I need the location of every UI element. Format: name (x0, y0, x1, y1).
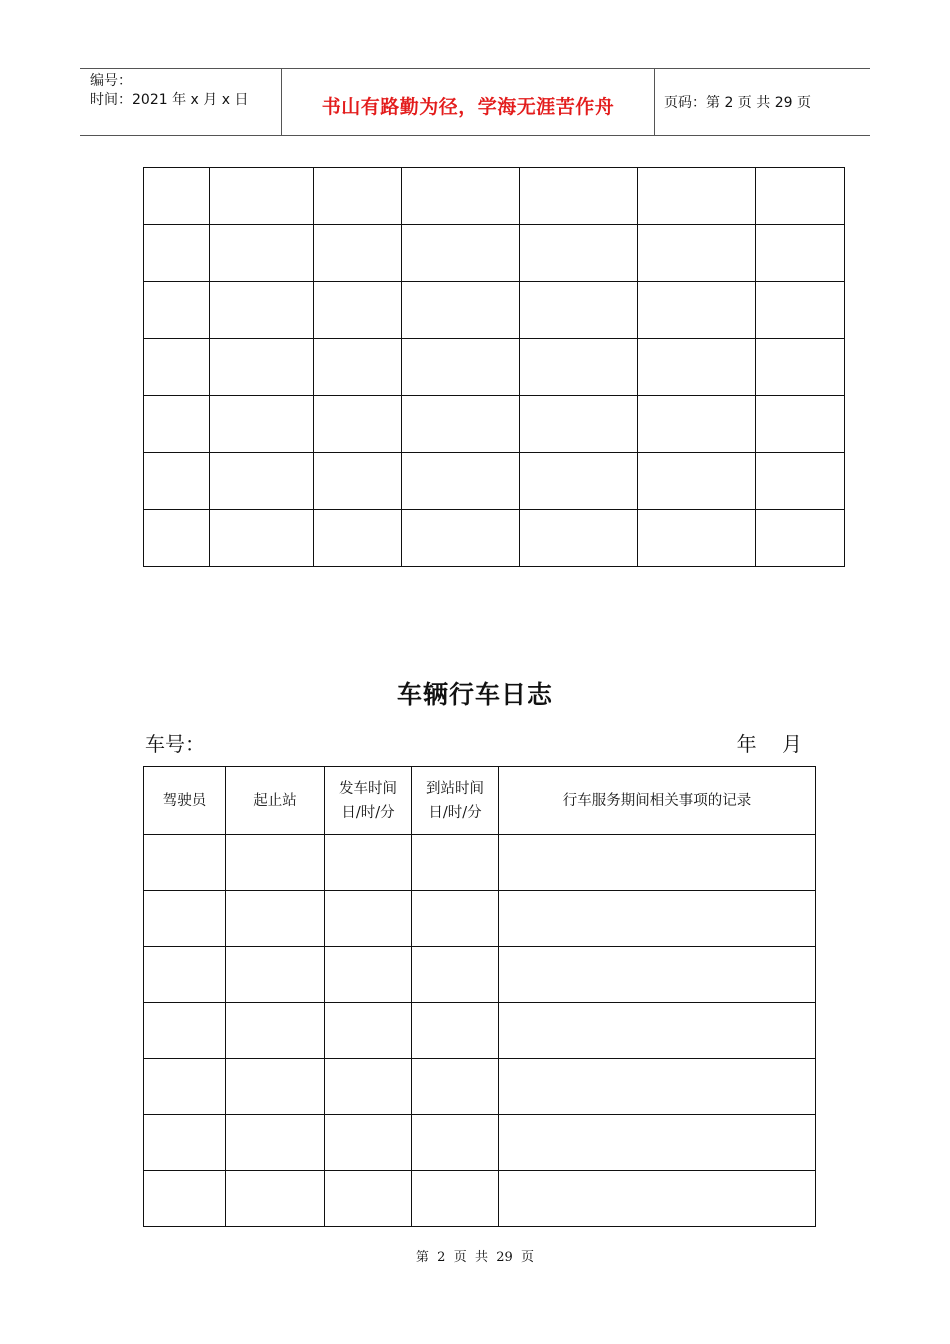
table-cell (314, 282, 402, 339)
header-page-info: 页码：第 2 页 共 29 页 (664, 95, 811, 111)
table-cell (638, 282, 756, 339)
table-cell (314, 168, 402, 225)
table-cell (412, 947, 499, 1003)
table-cell (314, 510, 402, 567)
col-stations: 起止站 (226, 767, 325, 835)
log-header-row (144, 767, 816, 835)
table-cell (756, 168, 845, 225)
table-cell (756, 339, 845, 396)
col-service-notes: 行车服务期间相关事项的记录 (499, 767, 816, 835)
table-cell (226, 1059, 325, 1115)
table-cell (402, 225, 520, 282)
table-cell (144, 510, 210, 567)
table-cell (402, 396, 520, 453)
log-row (144, 835, 816, 891)
table-cell (756, 225, 845, 282)
table-cell (756, 396, 845, 453)
log-row (144, 1171, 816, 1227)
table-cell (325, 835, 412, 891)
table-row (144, 282, 845, 339)
header-number-label: 编号： (90, 73, 132, 89)
table-cell (210, 510, 314, 567)
blank-grid-table (143, 167, 845, 567)
table-cell (144, 835, 226, 891)
col-departure-time: 发车时间 日/时/分 (325, 767, 412, 835)
table-cell (144, 947, 226, 1003)
table-cell (638, 225, 756, 282)
table-cell (325, 1115, 412, 1171)
table-cell (499, 1171, 816, 1227)
table-cell (412, 1171, 499, 1227)
table-cell (210, 282, 314, 339)
table-cell (210, 168, 314, 225)
table-cell (144, 891, 226, 947)
table-cell (520, 396, 638, 453)
table-cell (144, 1171, 226, 1227)
table-row (144, 339, 845, 396)
table-cell (325, 947, 412, 1003)
table-cell (520, 339, 638, 396)
table-cell (325, 1171, 412, 1227)
log-body (144, 835, 816, 1227)
car-number-label: 车号： (145, 732, 205, 756)
table-cell (638, 510, 756, 567)
table-cell (226, 1115, 325, 1171)
table-cell (144, 282, 210, 339)
log-row (144, 891, 816, 947)
table-cell (412, 1115, 499, 1171)
table-cell (144, 453, 210, 510)
table-cell (144, 1059, 226, 1115)
table-cell (412, 1003, 499, 1059)
table-cell (314, 396, 402, 453)
table-cell (210, 339, 314, 396)
table-cell (402, 339, 520, 396)
table-cell (210, 453, 314, 510)
col-driver: 驾驶员 (144, 767, 226, 835)
table-cell (412, 1059, 499, 1115)
table-cell (402, 282, 520, 339)
table-row (144, 510, 845, 567)
year-month-label: 年 月 (736, 732, 802, 756)
col-arrival-time: 到站时间 日/时/分 (412, 767, 499, 835)
table-cell (499, 835, 816, 891)
table-cell (756, 510, 845, 567)
table-cell (520, 453, 638, 510)
table-cell (638, 339, 756, 396)
table-cell (499, 1115, 816, 1171)
table-cell (210, 225, 314, 282)
header-meta (80, 69, 282, 135)
table-cell (499, 1003, 816, 1059)
table-cell (412, 835, 499, 891)
table-cell (144, 225, 210, 282)
table-cell (638, 453, 756, 510)
table-cell (499, 1059, 816, 1115)
log-row (144, 1059, 816, 1115)
table-cell (314, 453, 402, 510)
table-cell (499, 891, 816, 947)
table-cell (638, 396, 756, 453)
page-header (80, 68, 870, 136)
table-cell (144, 339, 210, 396)
table-cell (520, 168, 638, 225)
table-cell (756, 282, 845, 339)
table-row (144, 396, 845, 453)
table-cell (226, 891, 325, 947)
table-cell (144, 1003, 226, 1059)
table-cell (520, 282, 638, 339)
blank-grid-body (144, 168, 845, 567)
table-cell (520, 510, 638, 567)
table-cell (756, 453, 845, 510)
table-cell (325, 1059, 412, 1115)
table-cell (314, 339, 402, 396)
table-row (144, 453, 845, 510)
table-cell (412, 891, 499, 947)
table-row (144, 168, 845, 225)
table-cell (325, 891, 412, 947)
table-cell (144, 1115, 226, 1171)
table-cell (226, 835, 325, 891)
table-cell (226, 1003, 325, 1059)
table-cell (144, 396, 210, 453)
table-cell (226, 947, 325, 1003)
table-cell (314, 225, 402, 282)
table-row (144, 225, 845, 282)
table-cell (144, 168, 210, 225)
header-time-label: 时间：2021 年 x 月 x 日 (90, 92, 249, 108)
table-cell (402, 510, 520, 567)
table-cell (638, 168, 756, 225)
log-row (144, 947, 816, 1003)
table-cell (325, 1003, 412, 1059)
table-cell (499, 947, 816, 1003)
log-title: 车辆行车日志 (396, 680, 553, 709)
table-cell (402, 453, 520, 510)
table-cell (402, 168, 520, 225)
driving-log-table (143, 766, 816, 1227)
header-motto: 书山有路勤为径，学海无涯苦作舟 (282, 69, 655, 135)
log-row (144, 1115, 816, 1171)
page-footer: 第 2 页 共 29 页 (415, 1250, 535, 1265)
log-row (144, 1003, 816, 1059)
table-cell (226, 1171, 325, 1227)
table-cell (520, 225, 638, 282)
table-cell (210, 396, 314, 453)
